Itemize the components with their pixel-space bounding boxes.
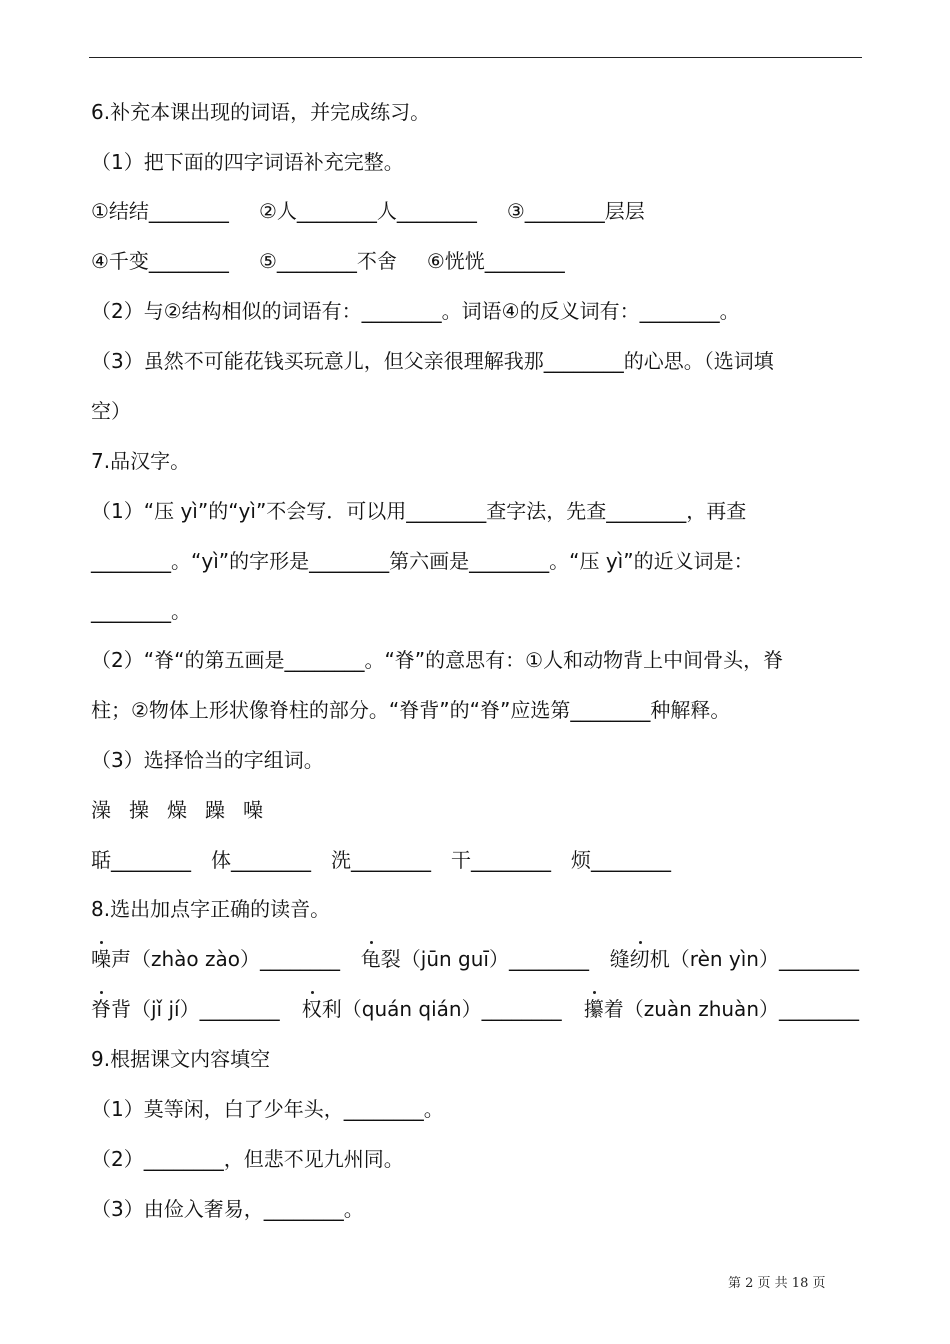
char-option: 澡 [91,798,111,822]
word-blank: 干________ [451,848,551,872]
q7-part1-line1: （1）“压 yì”的“yì”不会写．可以用________查字法，先查________，再查 [91,499,747,523]
q6-row1 [91,196,645,226]
q6-item-1: ①结结________ [91,199,229,223]
page-footer: 第 2 页 共 18 页 [728,1276,826,1291]
q8-row2 [91,994,859,1024]
q7-part1-line3: ________。 [91,599,191,623]
pinyin-item: 攥着（zuàn zhuàn）________ [584,994,859,1024]
q7-part2-line2: 柱；②物体上形状像脊柱的部分。“脊背”的“脊”应选第________种解释。 [91,698,731,722]
q7-word-blanks [91,845,671,875]
dotted-char: 龟 [361,944,381,974]
q6-item-3: ③________层层 [506,199,645,223]
q6-item-5: ⑤________不舍 [258,249,397,273]
word-blank: 烦________ [571,848,671,872]
q9-part3: （3）由俭入奢易，________。 [91,1197,364,1221]
word-blank: 体________ [211,848,311,872]
dotted-char: 脊 [91,994,111,1024]
q6-item-6: ⑥恍恍________ [426,249,565,273]
char-option: 噪 [243,798,263,822]
pinyin-item: 权利（quán qián）________ [302,994,562,1024]
q9-part1: （1）莫等闲，白了少年头，________。 [91,1097,444,1121]
q6-part2: （2）与②结构相似的词语有：________。词语④的反义词有：________。 [91,299,740,323]
dotted-char: 攥 [584,994,604,1024]
q8-title: 8.选出加点字正确的读音。 [91,897,331,921]
q6-item-2: ②人________人________ [258,199,477,223]
q6-item-4: ④千变________ [91,249,229,273]
word-blank: 聒________ [91,848,191,872]
q9-part2: （2）________，但悲不见九州同。 [91,1147,404,1171]
pinyin-item: 脊背（jǐ jí）________ [91,994,280,1024]
char-option: 燥 [167,798,187,822]
q7-part3: （3）选择恰当的字组词。 [91,748,324,772]
q6-part3-line2: 空） [91,399,131,423]
q7-part1-line2: ________。“yì”的字形是________第六画是________。“压 yì”的近义词是： [91,549,754,573]
q8-row1 [91,944,859,974]
q9-title: 9.根据课文内容填空 [91,1047,271,1071]
pinyin-item: 噪声（zhào zào）________ [91,944,340,974]
char-option: 躁 [205,798,225,822]
q7-part2-line1: （2）“脊“的第五画是________。“脊”的意思有：①人和动物背上中间骨头，脊 [91,648,784,672]
header-rule [89,57,862,58]
dotted-char: 噪 [91,944,111,974]
q7-char-options [91,795,263,825]
char-option: 操 [129,798,149,822]
q6-part3-line1: （3）虽然不可能花钱买玩意儿，但父亲很理解我那________的心思。（选词填 [91,349,774,373]
pinyin-item: 缝纫机（rèn yìn）________ [610,944,859,974]
pinyin-item: 龟裂（jūn guī）________ [361,944,589,974]
q6-part1: （1）把下面的四字词语补充完整。 [91,150,404,174]
dotted-char: 纫 [630,944,650,974]
word-blank: 洗________ [331,848,431,872]
q6-row2 [91,246,565,276]
q7-title: 7.品汉字。 [91,449,191,473]
dotted-char: 权 [302,994,322,1024]
q6-title: 6.补充本课出现的词语，并完成练习。 [91,100,431,124]
